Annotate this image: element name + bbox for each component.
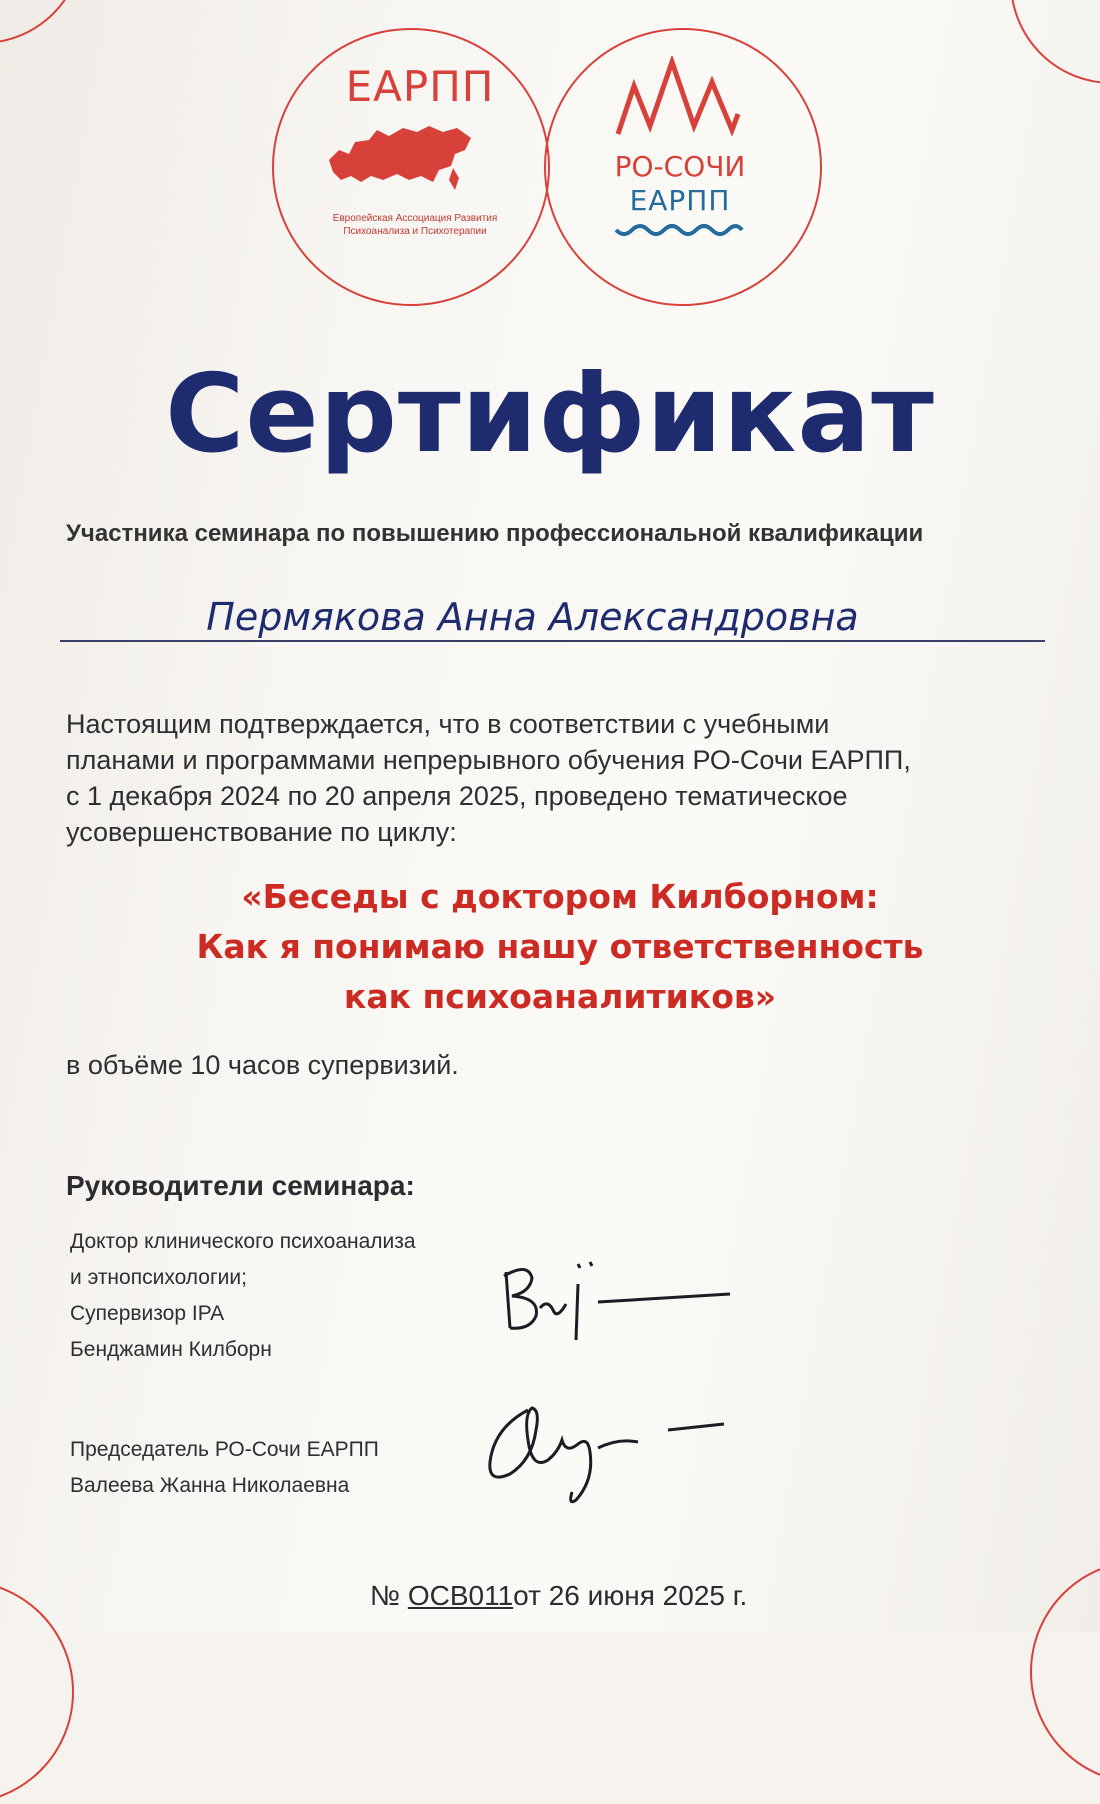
confirmation-line: усовершенствование по циклу: [66,817,457,847]
waves-icon [614,222,744,242]
certificate-number [370,1580,970,1612]
recipient-name: Пермякова Анна Александровна [206,595,859,639]
confirmation-line: Настоящим подтверждается, что в соответствии с учебными [66,709,830,739]
corner-arc-decoration [0,0,84,44]
supervisor-line: и этнопсихологии; [70,1266,247,1289]
mountains-icon [614,56,744,136]
course-title-line: «Беседы с доктором Килборном: [241,877,879,916]
certificate-subtitle: Участника семинара по повышению профессиональной квалификации [66,520,924,547]
ro-sochi-logo-text: РО-СОЧИ [614,150,746,183]
leaders-heading: Руководители семинара: [66,1170,415,1201]
corner-arc-decoration [1010,0,1100,84]
supervisor-line: Доктор клинического психоанализа [70,1230,416,1253]
russia-map-icon [325,120,475,198]
supervisor-signature [500,1258,750,1348]
confirmation-line: с 1 декабря 2024 по 20 апреля 2025, проведено тематическое [66,781,848,811]
corner-arc-decoration [0,1580,74,1804]
certificate-title: Сертификат [165,352,935,477]
course-volume: в объёме 10 часов супервизий. [66,1050,459,1080]
ro-sochi-earpp-text: ЕАРПП [629,184,731,217]
chair-signature [488,1400,738,1510]
recipient-underline [60,640,1045,642]
earpp-association-name: Европейская Ассоциация Развития Психоанализа и Психотерапии [332,213,498,237]
number-code: ОСВ011 [407,1580,514,1611]
chair-name: Валеева Жанна Николаевна [70,1474,350,1497]
supervisor-block [70,1224,570,1368]
chair-title: Председатель РО-Сочи ЕАРПП [70,1438,379,1461]
corner-arc-decoration [1030,1560,1100,1784]
number-prefix: № [370,1580,408,1611]
course-title-line: Как я понимаю нашу ответственность [196,927,924,966]
earpp-logo-text: ЕАРПП [345,62,495,111]
course-title [90,872,1030,1022]
course-title-line: как психоаналитиков» [343,977,777,1016]
supervisor-name: Бенджамин Килборн [70,1338,272,1361]
supervisor-line: Супервизор IPA [70,1302,225,1325]
confirmation-text [66,706,1026,850]
number-date: от 26 июня 2025 г. [513,1580,748,1611]
confirmation-line: планами и программами непрерывного обучения РО-Сочи ЕАРПП, [66,745,911,775]
